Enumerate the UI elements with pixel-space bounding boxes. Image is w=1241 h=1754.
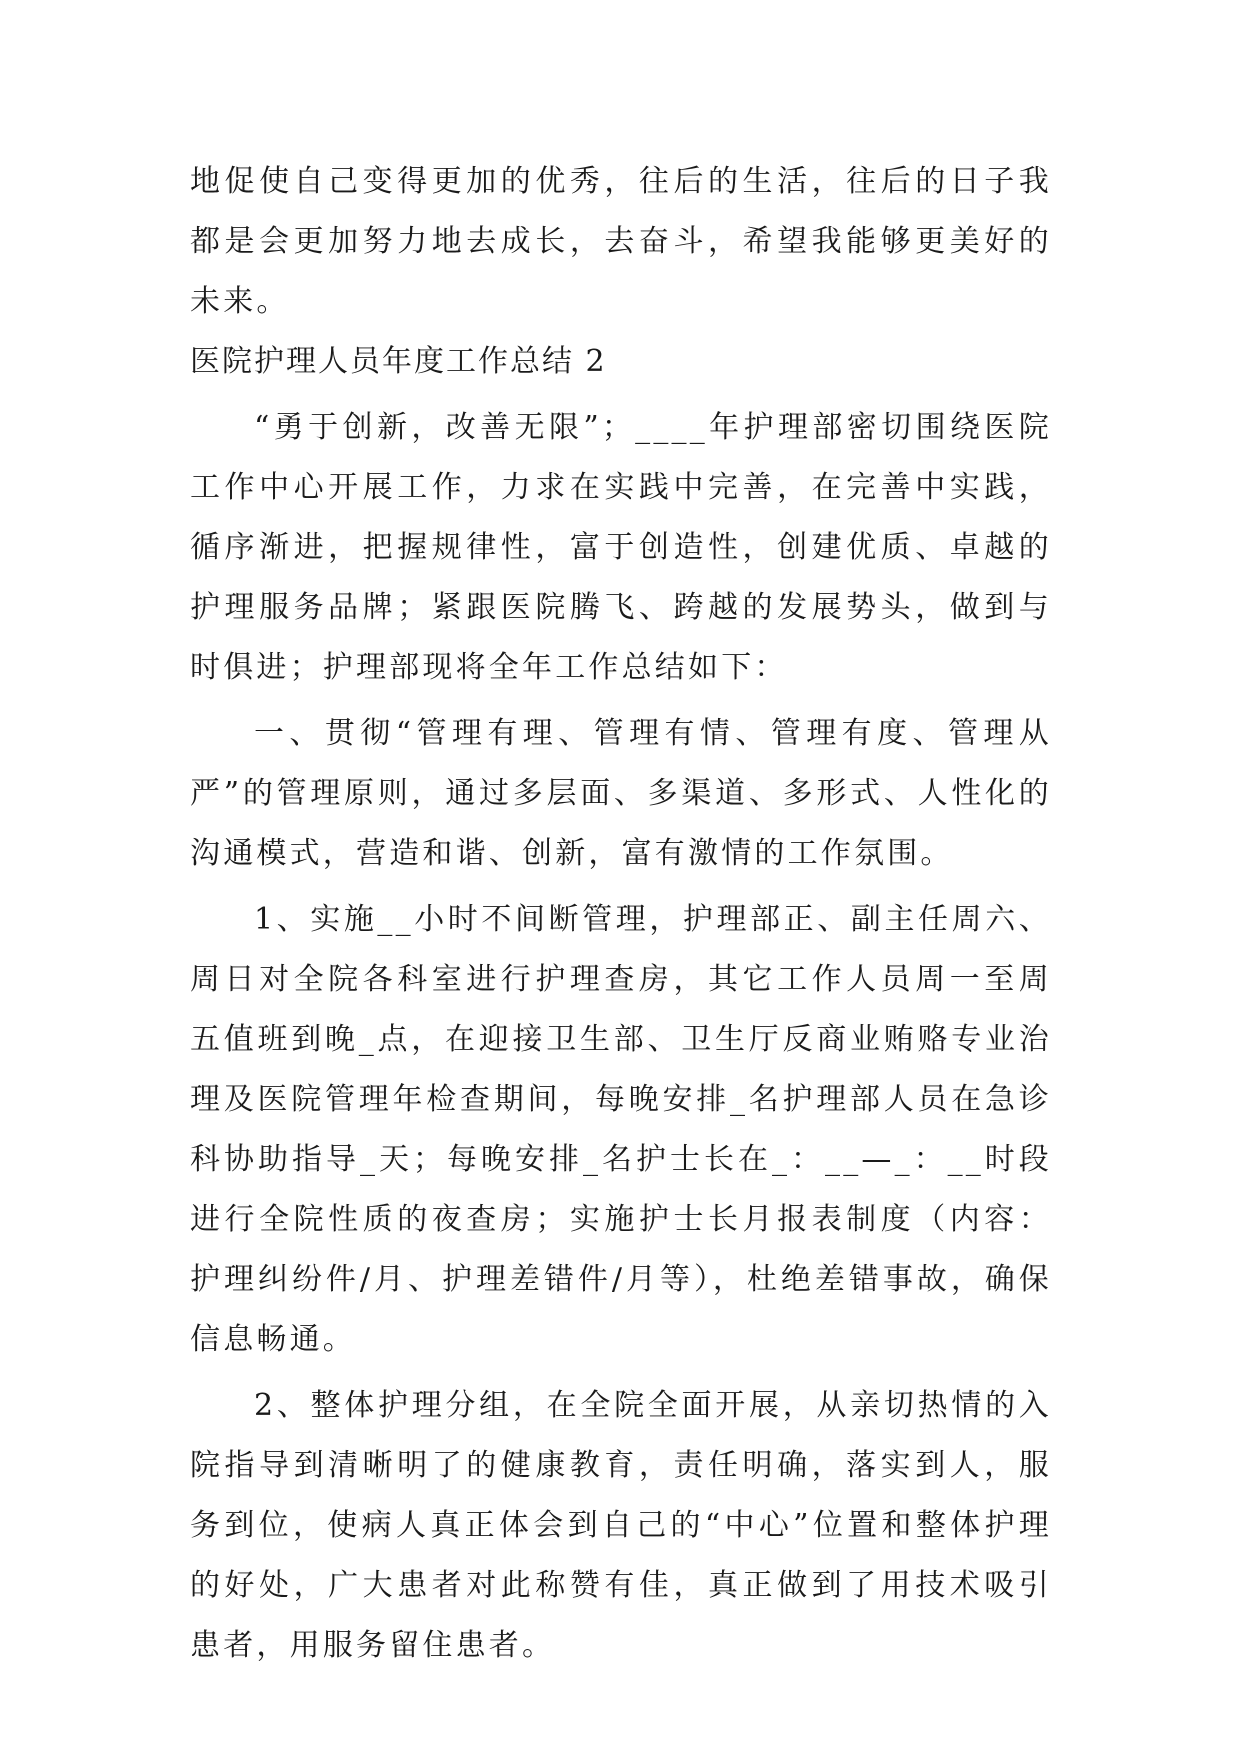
paragraph-closing: 地促使自己变得更加的优秀，往后的生活，往后的日子我都是会更加努力地去成长，去奋斗，希望我能够更美好的未来。 bbox=[190, 164, 1052, 319]
section-title: 医院护理人员年度工作总结 2 bbox=[190, 344, 607, 379]
document-body bbox=[190, 152, 1052, 1676]
paragraph-item-2: 2、整体护理分组，在全院全面开展，从亲切热情的入院指导到清晰明了的健康教育，责任明确，落实到人，服务到位，使病人真正体会到自己的“中心”位置和整体护理的好处，广大患者对此称赞有佳，真正做到了用技术吸引患者，用服务留住患者。 bbox=[190, 1388, 1052, 1663]
paragraph-item-1: 1、实施__小时不间断管理，护理部正、副主任周六、周日对全院各科室进行护理查房，其它工作人员周一至周五值班到晚_点，在迎接卫生部、卫生厅反商业贿赂专业治理及医院管理年检查期间，每晚安排_名护理部人员在急诊科协助指导_天；每晚安排_名护士长在_：__—_：__时段进行全院性质的夜查房；实施护士长月报表制度（内容：护理纠纷件/月、护理差错件/月等），杜绝差错事故，确保信息畅通。 bbox=[190, 902, 1052, 1357]
paragraph-principle: 一、贯彻“管理有理、管理有情、管理有度、管理从严”的管理原则，通过多层面、多渠道、多形式、人性化的沟通模式，营造和谐、创新，富有激情的工作氛围。 bbox=[190, 716, 1052, 871]
paragraph-intro: “勇于创新，改善无限”；____年护理部密切围绕医院工作中心开展工作，力求在实践中完善，在完善中实践，循序渐进，把握规律性，富于创造性，创建优质、卓越的护理服务品牌；紧跟医院腾飞、跨越的发展势头，做到与时俱进；护理部现将全年工作总结如下： bbox=[190, 410, 1052, 685]
